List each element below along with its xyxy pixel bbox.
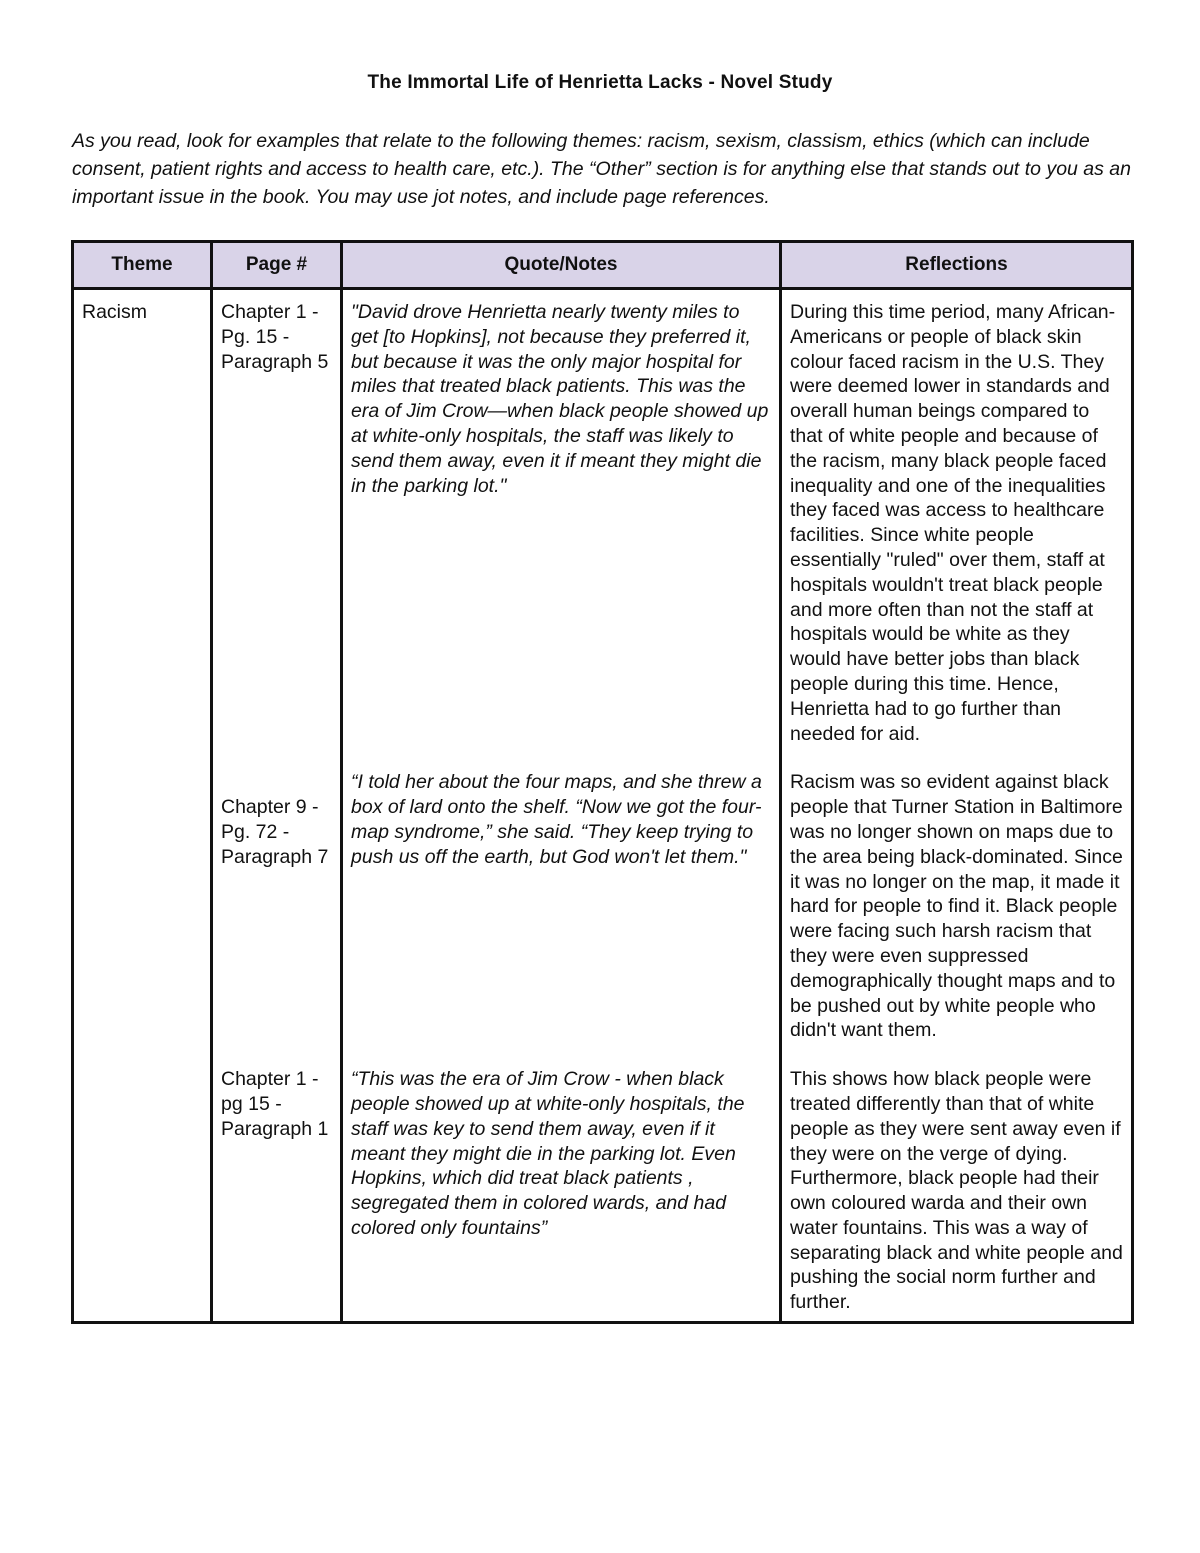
header-quote-notes: Quote/Notes <box>342 242 781 289</box>
reflection-cell: This shows how black people were treated differently than that of white people as they were sent away even if they were on the verge of dying. Furthermore, black people had their own coloured warda and their own water fountains. This was a way of separating black and white people and pushing the social norm further and further. <box>781 1043 1133 1322</box>
reflection-cell: During this time period, many African-Americans or people of black skin colour faced racism in the U.S. They were deemed lower in standards and overall human beings compared to that of white people and because of the racism, many black people faced inequality and one of the inequalities they faced was access to healthcare facilities. Since white people essentially "ruled" over them, staff at hospitals wouldn't treat black people and more often than not the staff at hospitals would be white as they would have better jobs than black people during this time. Hence, Henrietta had to go further than needed for aid. <box>781 289 1133 747</box>
quote-cell: "David drove Henrietta nearly twenty miles to get [to Hopkins], not because they preferred it, but because it was the only major hospital for miles that treated black patients. This was the era of Jim Crow—when black people showed up at white-only hospitals, the staff was likely to send them away, even it if meant they might die in the parking lot." <box>342 289 781 747</box>
page-cell-spacer <box>221 770 336 795</box>
instructions-paragraph: As you read, look for examples that relate to the following themes: racism, sexism, classism, ethics (which can include consent, patient rights and access to health care, etc.). The “Other” section is for anything else that stands out to you as an important issue in the book. You may use jot notes, and include page references. <box>72 130 1131 208</box>
page-cell <box>212 746 342 1043</box>
theme-cell <box>73 1043 212 1322</box>
theme-cell <box>73 746 212 1043</box>
theme-cell: Racism <box>73 289 212 747</box>
page-cell: Chapter 1 - pg 15 - Paragraph 1 <box>212 1043 342 1322</box>
header-reflections: Reflections <box>781 242 1133 289</box>
quote-cell: “This was the era of Jim Crow - when black people showed up at white-only hospitals, the staff was key to send them away, even if it meant they might die in the parking lot. Even Hopkins, which did treat black patients , segregated them in colored wards, and had colored only fountains” <box>342 1043 781 1322</box>
reflection-cell: Racism was so evident against black people that Turner Station in Baltimore was no longer shown on maps due to the area being black-dominated. Since it was no longer on the map, it made it hard for people to find it. Black people were facing such harsh racism that they were even suppressed demographically thought maps and to be pushed out by white people who didn't want them. <box>781 746 1133 1043</box>
table-row <box>73 1043 1133 1322</box>
page-cell-text: Chapter 9 - Pg. 72 - Paragraph 7 <box>221 796 329 868</box>
table-row <box>73 746 1133 1043</box>
document-title: The Immortal Life of Henrietta Lacks - Novel Study <box>367 72 833 93</box>
quote-cell: “I told her about the four maps, and she threw a box of lard onto the shelf. “Now we got the four-map syndrome,” she said. “They keep trying to push us off the earth, but God won't let them." <box>342 746 781 1043</box>
header-page: Page # <box>212 242 342 289</box>
table-header-row <box>73 242 1133 289</box>
table-row <box>73 289 1133 747</box>
header-theme: Theme <box>73 242 212 289</box>
page-cell: Chapter 1 - Pg. 15 - Paragraph 5 <box>212 289 342 747</box>
novel-study-table <box>71 240 1134 1324</box>
